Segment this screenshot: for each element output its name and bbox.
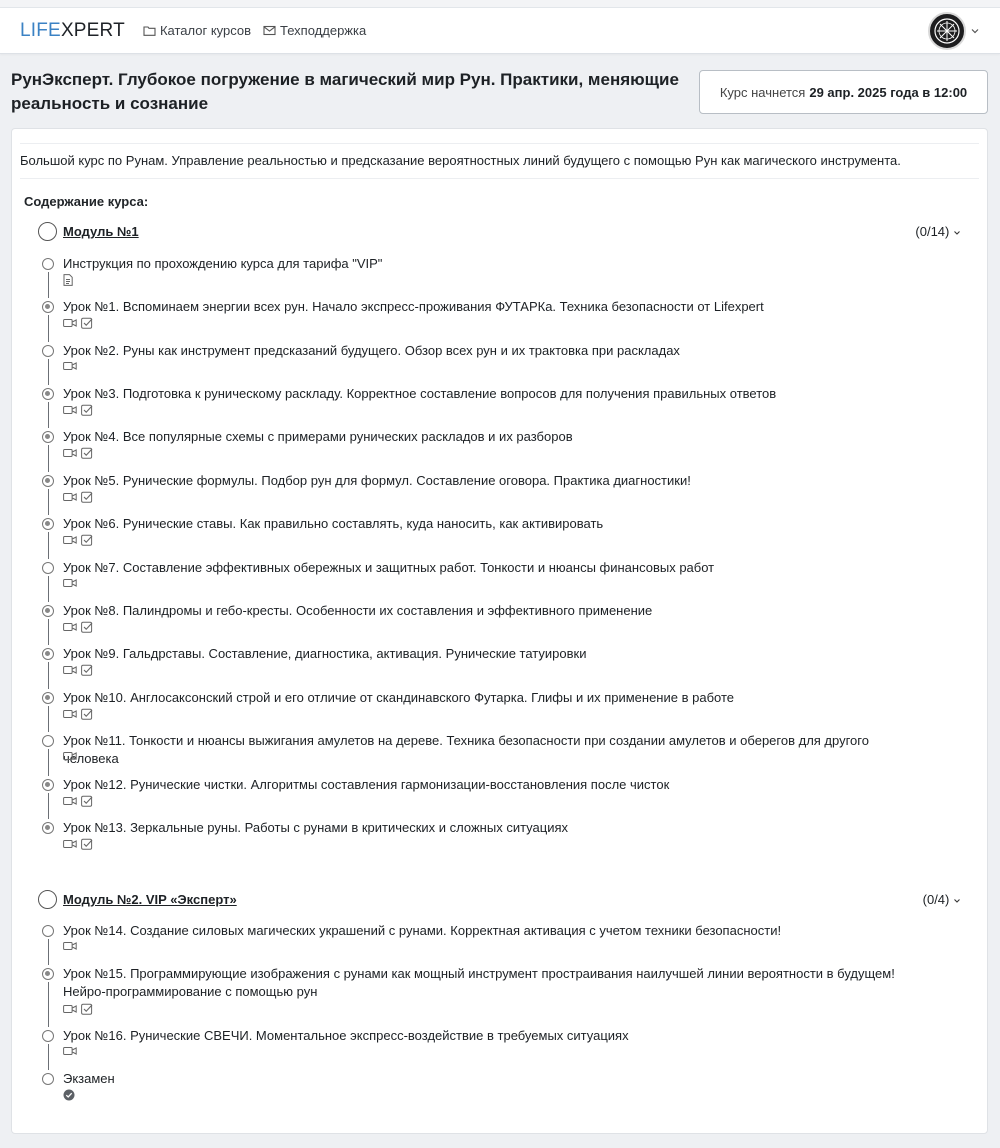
video-icon xyxy=(63,492,77,502)
video-icon xyxy=(63,1046,77,1056)
lesson-icons xyxy=(63,751,77,761)
module-progress-count[interactable] xyxy=(915,224,961,239)
lesson-item[interactable] xyxy=(42,645,927,681)
timeline-connector xyxy=(48,1044,49,1070)
timeline-connector xyxy=(48,489,49,515)
content-title: Содержание курса: xyxy=(24,194,149,209)
lesson-title[interactable]: Урок №9. Гальдрставы. Составление, диагностика, активация. Рунические татуировки xyxy=(63,646,587,661)
lesson-icons xyxy=(63,708,93,720)
video-icon xyxy=(63,796,77,806)
lesson-item[interactable] xyxy=(42,515,927,551)
module-count-text: (0/14) xyxy=(915,224,950,239)
document-icon xyxy=(63,274,73,286)
module-header[interactable] xyxy=(38,888,961,912)
lesson-status-icon xyxy=(42,475,54,487)
lesson-item[interactable] xyxy=(42,342,927,378)
envelope-icon xyxy=(263,25,276,36)
lesson-title[interactable]: Урок №16. Рунические СВЕЧИ. Моментальное экспресс-воздействие в требуемых ситуациях xyxy=(63,1028,629,1043)
lesson-item[interactable] xyxy=(42,689,927,725)
nav-catalog-link[interactable] xyxy=(143,23,251,38)
task-icon xyxy=(81,664,93,676)
lesson-icons xyxy=(63,664,93,676)
lesson-status-icon xyxy=(42,925,54,937)
divider xyxy=(20,143,979,144)
module-title[interactable]: Модуль №1 xyxy=(63,224,139,239)
lesson-title[interactable]: Урок №4. Все популярные схемы с примерами рунических раскладов и их разборов xyxy=(63,429,573,444)
course-title: РунЭксперт. Глубокое погружение в магический мир Рун. Практики, меняющие реальность и сознание xyxy=(11,70,679,113)
lesson-title[interactable]: Урок №12. Рунические чистки. Алгоритмы составления гармонизации-восстановления после чисток xyxy=(63,777,670,792)
course-header xyxy=(11,62,988,124)
video-icon xyxy=(63,665,77,675)
lesson-item[interactable] xyxy=(42,819,927,855)
progress-ring-icon xyxy=(38,222,57,241)
lesson-item[interactable] xyxy=(42,428,927,464)
top-strip xyxy=(0,0,1000,8)
module-title[interactable]: Модуль №2. VIP «Эксперт» xyxy=(63,892,237,907)
nav-support-link[interactable] xyxy=(263,23,366,38)
timeline-connector xyxy=(48,532,49,559)
chevron-down-icon xyxy=(953,898,961,904)
lesson-title[interactable]: Урок №10. Англосаксонский строй и его отличие от скандинавского Футарка. Глифы и их применение в работе xyxy=(63,690,734,705)
lesson-title[interactable]: Урок №3. Подготовка к руническому раскладу. Корректное составление вопросов для получения правильных ответов xyxy=(63,386,777,401)
task-icon xyxy=(81,404,93,416)
lesson-title[interactable]: Экзамен xyxy=(63,1071,115,1086)
module-progress-count[interactable] xyxy=(923,892,961,907)
lesson-status-icon xyxy=(42,822,54,834)
nav-catalog-label: Каталог курсов xyxy=(159,23,252,38)
video-icon xyxy=(63,361,77,371)
timeline-connector xyxy=(48,982,49,1027)
lesson-icons xyxy=(63,1089,75,1101)
timeline-connector xyxy=(48,793,49,819)
video-icon xyxy=(63,448,77,458)
lesson-status-icon xyxy=(42,648,54,660)
lesson-icons xyxy=(63,1046,77,1056)
lesson-icons xyxy=(63,838,93,850)
course-start-box xyxy=(699,70,988,114)
course-start-prefix: Курс начнется xyxy=(719,84,806,100)
lesson-item[interactable] xyxy=(42,1027,927,1063)
lesson-item[interactable] xyxy=(42,602,927,638)
lesson-title[interactable]: Урок №7. Составление эффективных обережных и защитных работ. Тонкости и нюансы финансовых работ xyxy=(63,560,715,575)
lesson-title[interactable]: Урок №13. Зеркальные руны. Работы с рунами в критических и сложных ситуациях xyxy=(63,820,569,835)
lesson-icons xyxy=(63,447,93,459)
chevron-down-icon xyxy=(953,230,961,236)
lesson-status-icon xyxy=(42,968,54,980)
brand-logo-part1: LIFE xyxy=(20,19,61,41)
lesson-status-icon xyxy=(42,1030,54,1042)
task-icon xyxy=(81,795,93,807)
lesson-item[interactable] xyxy=(42,559,927,595)
timeline-connector xyxy=(48,359,49,385)
lesson-title[interactable]: Инструкция по прохождению курса для тарифа "VIP" xyxy=(63,256,383,271)
video-icon xyxy=(63,709,77,719)
video-icon xyxy=(63,839,77,849)
video-icon xyxy=(63,535,77,545)
user-menu[interactable] xyxy=(928,12,980,50)
lesson-status-icon xyxy=(42,345,54,357)
folder-icon xyxy=(143,25,156,36)
lesson-title[interactable]: Урок №5. Рунические формулы. Подбор рун для формул. Составление оговора. Практика диагностики! xyxy=(63,473,691,488)
lesson-title[interactable]: Урок №1. Вспоминаем энергии всех рун. Начало экспресс-проживания ФУТАРКа. Техника безопасности от Lifexpert xyxy=(63,299,764,314)
lesson-item[interactable] xyxy=(42,472,927,508)
timeline-connector xyxy=(48,619,49,645)
lesson-icons xyxy=(63,621,93,633)
task-icon xyxy=(81,534,93,546)
task-icon xyxy=(81,708,93,720)
chevron-down-icon xyxy=(970,27,980,35)
nav-support-label: Техподдержка xyxy=(280,23,367,38)
progress-ring-icon xyxy=(38,890,57,909)
timeline-connector xyxy=(48,272,49,298)
lesson-status-icon xyxy=(42,692,54,704)
video-icon xyxy=(63,578,77,588)
timeline-connector xyxy=(48,749,49,776)
module-count-text: (0/4) xyxy=(922,892,950,907)
task-icon xyxy=(81,621,93,633)
lesson-title[interactable]: Урок №6. Рунические ставы. Как правильно составлять, куда наносить, как активировать xyxy=(63,516,604,531)
timeline-connector xyxy=(48,939,49,965)
lesson-status-icon xyxy=(42,518,54,530)
lesson-icons xyxy=(63,317,93,329)
lesson-status-icon xyxy=(42,258,54,270)
module-header[interactable] xyxy=(38,220,961,244)
task-icon xyxy=(81,838,93,850)
lesson-title[interactable]: Урок №14. Создание силовых магических украшений с рунами. Корректная активация с учетом техники безопасности! xyxy=(63,923,782,938)
lesson-item[interactable] xyxy=(42,255,927,291)
task-icon xyxy=(81,491,93,503)
timeline-connector xyxy=(48,706,49,732)
exam-check-icon xyxy=(63,1089,75,1101)
task-icon xyxy=(81,1003,93,1015)
timeline-connector xyxy=(48,445,49,472)
timeline-connector xyxy=(48,662,49,689)
lesson-title[interactable]: Урок №8. Палиндромы и гебо-кресты. Особенности их составления и эффективного применение xyxy=(63,603,653,618)
course-content-card xyxy=(11,128,988,1134)
course-start-date: 29 апр. 2025 года в 12:00 xyxy=(809,84,968,100)
lesson-icons xyxy=(63,404,93,416)
lesson-item[interactable] xyxy=(42,776,927,812)
lesson-item[interactable] xyxy=(42,965,927,1021)
rune-emblem-icon xyxy=(932,16,962,46)
video-icon xyxy=(63,1004,77,1014)
video-icon xyxy=(63,941,77,951)
video-icon xyxy=(63,622,77,632)
lesson-status-icon xyxy=(42,1073,54,1085)
lesson-icons xyxy=(63,274,73,286)
lesson-item[interactable] xyxy=(42,298,927,334)
lesson-status-icon xyxy=(42,779,54,791)
avatar[interactable] xyxy=(928,12,966,50)
brand-logo[interactable] xyxy=(20,20,125,42)
lesson-icons xyxy=(63,1003,93,1015)
lesson-icons xyxy=(63,941,77,951)
lesson-item[interactable] xyxy=(42,732,927,768)
timeline-connector xyxy=(48,402,49,428)
timeline-connector xyxy=(48,315,49,342)
lesson-title[interactable]: Урок №2. Руны как инструмент предсказаний будущего. Обзор всех рун и их трактовка при раскладах xyxy=(63,343,680,358)
lesson-status-icon xyxy=(42,605,54,617)
lesson-status-icon xyxy=(42,431,54,443)
timeline-connector xyxy=(48,576,49,602)
lesson-icons xyxy=(63,795,93,807)
task-icon xyxy=(81,317,93,329)
lesson-icons xyxy=(63,534,93,546)
course-description: Большой курс по Рунам. Управление реальностью и предсказание вероятностных линий будущего с помощью Рун как магического инструмента. xyxy=(20,153,901,168)
lesson-title[interactable]: Урок №11. Тонкости и нюансы выжигания амулетов на дереве. Техника безопасности при создании амулетов и оберегов для другого человека xyxy=(63,733,869,766)
lesson-status-icon xyxy=(42,301,54,313)
lesson-item[interactable] xyxy=(42,385,927,421)
video-icon xyxy=(63,405,77,415)
task-icon xyxy=(81,447,93,459)
lesson-status-icon xyxy=(42,735,54,747)
lesson-item[interactable] xyxy=(42,1070,927,1106)
navbar xyxy=(0,8,1000,54)
divider xyxy=(20,178,979,179)
lesson-icons xyxy=(63,491,93,503)
lesson-icons xyxy=(63,361,77,371)
lesson-item[interactable] xyxy=(42,922,927,958)
lesson-status-icon xyxy=(42,562,54,574)
brand-logo-part2: XPERT xyxy=(60,19,125,41)
lesson-icons xyxy=(63,578,77,588)
video-icon xyxy=(63,318,77,328)
lesson-status-icon xyxy=(42,388,54,400)
lesson-title[interactable]: Урок №15. Программирующие изображения с рунами как мощный инструмент простраивания наилучшей линии вероятности в будущем! Нейро-программирование с помощью рун xyxy=(63,966,895,999)
video-icon xyxy=(63,751,77,761)
